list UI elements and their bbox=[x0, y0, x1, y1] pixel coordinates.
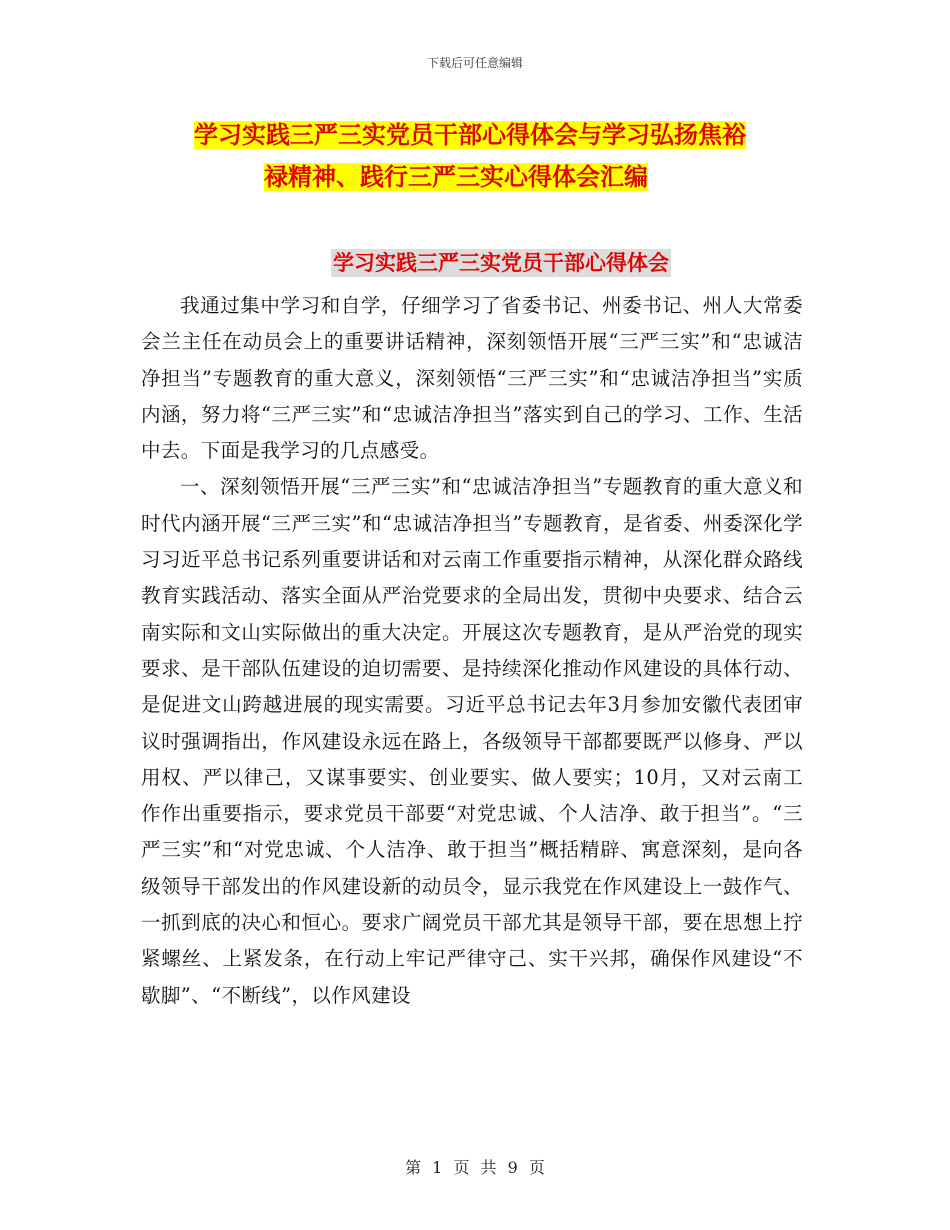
paragraph: 一、深刻领悟开展“三严三实”和“忠诚洁净担当”专题教育的重大意义和时代内涵开展“三严三实”和“忠诚洁净担当”专题教育，是省委、州委深化学习习近平总书记系列重要讲话和对云南工作重要指示精神，从深化群众路线教育实践活动、落实全面从严治党要求的全局出发，贯彻中央要求、结合云南实际和文山实际做出的重大决定。开展这次专题教育，是从严治党的现实要求、是干部队伍建设的迫切需要、是持续深化推动作风建设的具体行动、是促进文山跨越进展的现实需要。习近平总书记去年3月参加安徽代表团审议时强调指出，作风建设永远在路上，各级领导干部都要既严以修身、严以用权、严以律己，又谋事要实、创业要实、做人要实；10月，又对云南工作作出重要指示，要求党员干部要“对党忠诚、个人洁净、敢于担当”。“三严三实”和“对党忠诚、个人洁净、敢于担当”概括精辟、寓意深刻，是向各级领导干部发出的作风建设新的动员令，显示我党在作风建设上一鼓作气、一抓到底的决心和恒心。要求广阔党员干部尤其是领导干部，要在思想上拧紧螺丝、上紧发条，在行动上牢记严律守己、实干兴邦，确保作风建设“不歇脚”、“不断线”，以作风建设 bbox=[141, 475, 803, 1007]
title-line-2 bbox=[140, 156, 810, 198]
title-line-1-text: 学习实践三严三实党员干部心得体会与学习弘扬焦裕 bbox=[194, 121, 746, 149]
page-number: 第 1 页 共 9 页 bbox=[405, 1158, 545, 1177]
document-title bbox=[140, 114, 810, 198]
paragraph: 我通过集中学习和自学，仔细学习了省委书记、州委书记、州人大常委会兰主任在动员会上的重要讲话精神，深刻领悟开展“三严三实”和“忠诚洁净担当”专题教育的重大意义，深刻领悟“三严三实”和“忠诚洁净担当”实质内涵，努力将“三严三实”和“忠诚洁净担当”落实到自己的学习、工作、生活中去。下面是我学习的几点感受。 bbox=[141, 294, 803, 463]
section-title bbox=[0, 247, 950, 277]
body-text bbox=[141, 288, 803, 1014]
header-note: 下载后可任意编辑 bbox=[426, 56, 523, 70]
title-line-1 bbox=[140, 114, 810, 156]
title-line-2-text: 禄精神、践行三严三实心得体会汇编 bbox=[264, 163, 648, 191]
section-title-text: 学习实践三严三实党员干部心得体会 bbox=[333, 251, 669, 275]
